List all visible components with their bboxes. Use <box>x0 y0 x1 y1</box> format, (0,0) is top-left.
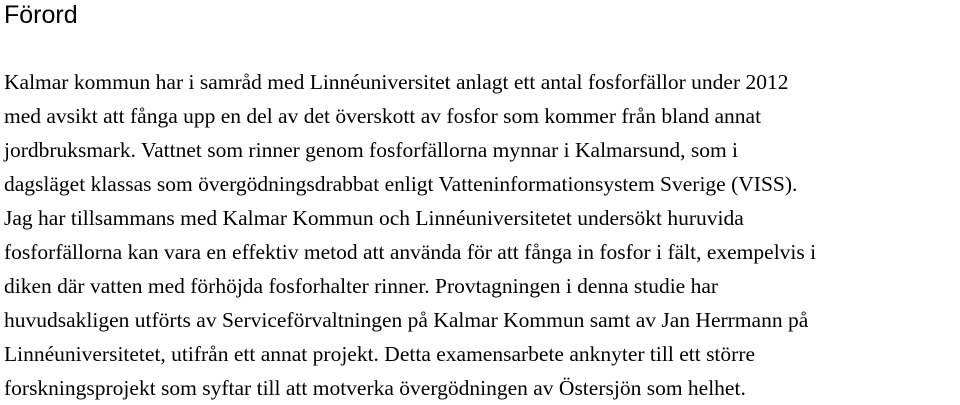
paragraph-line: Jag har tillsammans med Kalmar Kommun och Linnéuniversitetet undersökt huruvida <box>4 206 744 230</box>
paragraph-line: Kalmar kommun har i samråd med Linnéuniversitet anlagt ett antal fosforfällor under 2012 <box>4 70 789 94</box>
paragraph-line: diken där vatten med förhöjda fosforhalter rinner. Provtagningen i denna studie har <box>4 274 719 298</box>
paragraph-line: forskningsprojekt som syftar till att motverka övergödningen av Östersjön som helhet. <box>4 376 746 400</box>
paragraph-line: jordbruksmark. Vattnet som rinner genom fosforfällorna mynnar i Kalmarsund, som i <box>4 138 739 162</box>
paragraph-line: fosforfällorna kan vara en effektiv metod att använda för att fånga in fosfor i fält, exempelvis i <box>4 240 817 264</box>
paragraph-line: med avsikt att fånga upp en del av det överskott av fosfor som kommer från bland annat <box>4 104 762 128</box>
paragraph-line: dagsläget klassas som övergödningsdrabbat enligt Vatteninformationsystem Sverige (VISS). <box>4 172 798 196</box>
foreword-paragraph <box>4 65 816 405</box>
page-title: Förord <box>4 1 78 29</box>
paragraph-line: huvudsakligen utförts av Serviceförvaltningen på Kalmar Kommun samt av Jan Herrmann på <box>4 308 809 332</box>
paragraph-line: Linnéuniversitetet, utifrån ett annat projekt. Detta examensarbete anknyter till ett större <box>4 342 756 366</box>
